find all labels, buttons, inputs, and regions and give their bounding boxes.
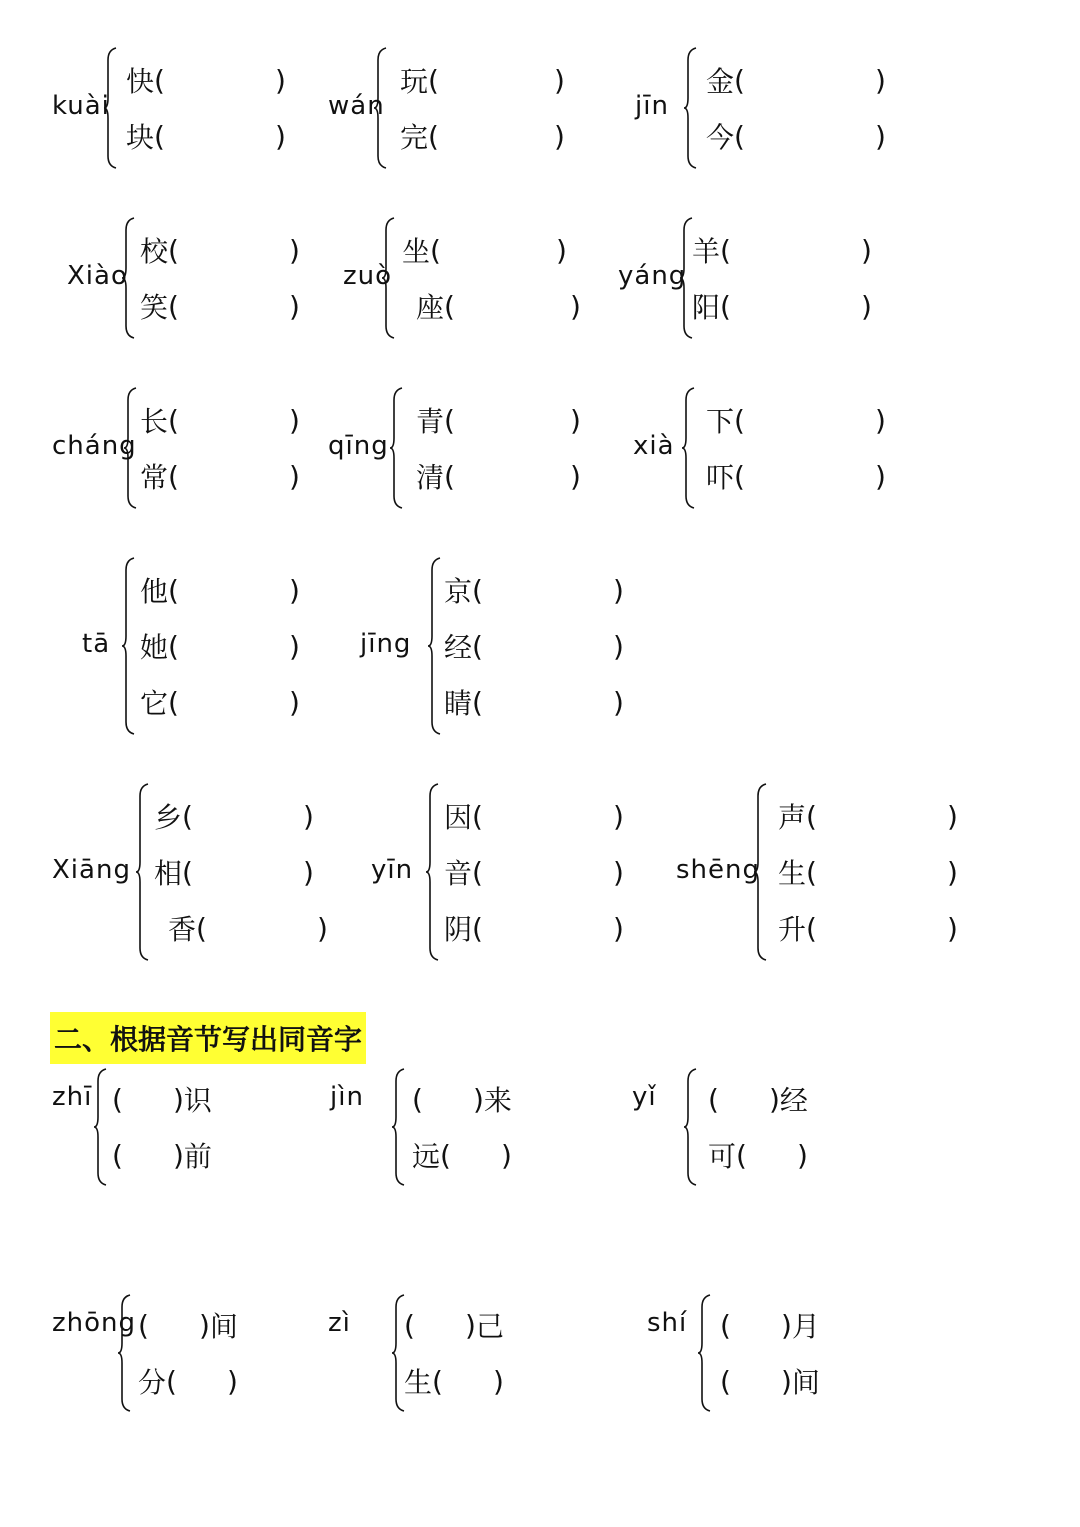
open-paren: ( — [736, 1138, 747, 1172]
character: 羊 — [692, 235, 721, 268]
word-line — [778, 852, 958, 892]
open-paren: ( — [138, 1308, 149, 1342]
open-paren: ( — [806, 799, 817, 833]
pinyin-label: shēng — [676, 855, 761, 885]
close-paren: ) — [302, 799, 314, 833]
close-paren: ) — [612, 629, 624, 663]
close-paren: ) — [172, 1082, 184, 1116]
open-paren: ( — [168, 459, 179, 493]
pinyin-label: wán — [328, 91, 385, 121]
word-line — [778, 796, 958, 836]
character: 升 — [778, 913, 807, 946]
fill-line — [404, 1305, 504, 1345]
character: 睛 — [444, 687, 473, 720]
character: 坐 — [402, 235, 431, 268]
curly-brace-2 — [370, 46, 390, 170]
open-paren: ( — [444, 459, 455, 493]
open-paren: ( — [166, 1364, 177, 1398]
pinyin-label: jīn — [635, 91, 669, 121]
open-paren: ( — [112, 1082, 123, 1116]
word-line — [140, 570, 300, 610]
fill-line — [720, 1361, 820, 1401]
curly-brace-11 — [424, 556, 444, 736]
pinyin-label: cháng — [52, 431, 137, 461]
word-line — [126, 116, 286, 156]
pinyin-label: kuài — [52, 91, 110, 121]
close-paren: ) — [288, 233, 300, 267]
character-after: 间 — [791, 1366, 820, 1399]
close-paren: ) — [946, 911, 958, 945]
character-before: 生 — [404, 1366, 433, 1399]
open-paren: ( — [182, 855, 193, 889]
close-paren: ) — [172, 1138, 184, 1172]
open-paren: ( — [412, 1082, 423, 1116]
word-line — [400, 116, 565, 156]
close-paren: ) — [780, 1308, 792, 1342]
pinyin-label: shí — [647, 1308, 688, 1338]
close-paren: ) — [612, 685, 624, 719]
close-paren: ) — [780, 1364, 792, 1398]
open-paren: ( — [196, 911, 207, 945]
open-paren: ( — [168, 233, 179, 267]
word-line — [416, 400, 581, 440]
word-line — [706, 60, 886, 100]
word-line — [400, 60, 565, 100]
open-paren: ( — [440, 1138, 451, 1172]
pinyin-label: Xiāng — [52, 855, 131, 885]
word-line — [126, 60, 286, 100]
word-line — [444, 796, 624, 836]
pinyin-label: yǐ — [632, 1082, 657, 1112]
open-paren: ( — [168, 685, 179, 719]
close-paren: ) — [472, 1082, 484, 1116]
close-paren: ) — [612, 911, 624, 945]
fill-line — [112, 1079, 212, 1119]
curly-brace-p2-1 — [90, 1067, 110, 1187]
fill-line — [412, 1135, 512, 1175]
fill-line — [404, 1361, 504, 1401]
word-line — [444, 570, 624, 610]
open-paren: ( — [428, 119, 439, 153]
open-paren: ( — [708, 1082, 719, 1116]
open-paren: ( — [472, 573, 483, 607]
close-paren: ) — [198, 1308, 210, 1342]
curly-brace-p2-4 — [114, 1293, 134, 1413]
close-paren: ) — [874, 403, 886, 437]
close-paren: ) — [288, 289, 300, 323]
open-paren: ( — [168, 573, 179, 607]
word-line — [140, 230, 300, 270]
close-paren: ) — [274, 119, 286, 153]
close-paren: ) — [288, 685, 300, 719]
close-paren: ) — [464, 1308, 476, 1342]
word-line — [444, 626, 624, 666]
word-line — [140, 626, 300, 666]
close-paren: ) — [874, 119, 886, 153]
character-after: 月 — [791, 1310, 820, 1343]
curly-brace-4 — [118, 216, 138, 340]
close-paren: ) — [569, 403, 581, 437]
word-line — [778, 908, 958, 948]
word-line — [444, 682, 624, 722]
character-before: 可 — [708, 1140, 737, 1173]
open-paren: ( — [182, 799, 193, 833]
close-paren: ) — [569, 289, 581, 323]
curly-brace-p2-3 — [680, 1067, 700, 1187]
pinyin-label: zuò — [343, 261, 393, 291]
pinyin-label: jīng — [360, 629, 412, 659]
character: 香 — [168, 913, 197, 946]
open-paren: ( — [720, 1308, 731, 1342]
character: 今 — [706, 121, 735, 154]
curly-brace-p2-2 — [388, 1067, 408, 1187]
close-paren: ) — [612, 573, 624, 607]
pinyin-label: zhī — [52, 1082, 93, 1112]
character: 青 — [416, 405, 445, 438]
character: 校 — [140, 235, 169, 268]
open-paren: ( — [472, 685, 483, 719]
character: 座 — [416, 291, 445, 324]
close-paren: ) — [316, 911, 328, 945]
character: 它 — [140, 687, 169, 720]
character: 常 — [140, 461, 169, 494]
character: 生 — [778, 857, 807, 890]
open-paren: ( — [734, 63, 745, 97]
close-paren: ) — [288, 629, 300, 663]
character: 他 — [140, 575, 169, 608]
open-paren: ( — [154, 119, 165, 153]
pinyin-label: zhōng — [52, 1308, 137, 1338]
open-paren: ( — [734, 403, 745, 437]
character-before: 分 — [138, 1366, 167, 1399]
close-paren: ) — [946, 855, 958, 889]
curly-brace-13 — [422, 782, 442, 962]
word-line — [706, 400, 886, 440]
character-before: 远 — [412, 1140, 441, 1173]
word-line — [692, 286, 872, 326]
character: 玩 — [400, 65, 429, 98]
character: 乡 — [154, 801, 183, 834]
curly-brace-3 — [680, 46, 700, 170]
open-paren: ( — [720, 289, 731, 323]
open-paren: ( — [154, 63, 165, 97]
character-after: 来 — [483, 1084, 512, 1117]
word-line — [706, 456, 886, 496]
close-paren: ) — [860, 233, 872, 267]
word-line — [416, 456, 581, 496]
pinyin-label: xià — [633, 431, 675, 461]
close-paren: ) — [288, 573, 300, 607]
fill-line — [112, 1135, 212, 1175]
pinyin-label: yáng — [618, 261, 687, 291]
open-paren: ( — [444, 403, 455, 437]
open-paren: ( — [472, 799, 483, 833]
pinyin-label: qīng — [328, 431, 389, 461]
fill-line — [708, 1079, 808, 1119]
close-paren: ) — [288, 403, 300, 437]
section-2-title: 二、根据音节写出同音字 — [50, 1012, 366, 1064]
fill-line — [720, 1305, 820, 1345]
close-paren: ) — [274, 63, 286, 97]
fill-line — [412, 1079, 512, 1119]
character-after: 经 — [779, 1084, 808, 1117]
character: 下 — [706, 405, 735, 438]
curly-brace-5 — [378, 216, 398, 340]
character: 块 — [126, 121, 155, 154]
character: 长 — [140, 405, 169, 438]
open-paren: ( — [432, 1364, 443, 1398]
open-paren: ( — [806, 855, 817, 889]
word-line — [140, 456, 300, 496]
character: 吓 — [706, 461, 735, 494]
open-paren: ( — [734, 459, 745, 493]
open-paren: ( — [168, 629, 179, 663]
close-paren: ) — [874, 459, 886, 493]
curly-brace-14 — [750, 782, 770, 962]
character: 阳 — [692, 291, 721, 324]
open-paren: ( — [112, 1138, 123, 1172]
open-paren: ( — [472, 911, 483, 945]
word-line — [140, 400, 300, 440]
word-line — [402, 230, 567, 270]
word-line — [706, 116, 886, 156]
close-paren: ) — [555, 233, 567, 267]
open-paren: ( — [472, 855, 483, 889]
curly-brace-1 — [100, 46, 120, 170]
character: 经 — [444, 631, 473, 664]
character: 完 — [400, 121, 429, 154]
character: 京 — [444, 575, 473, 608]
character-after: 识 — [183, 1084, 212, 1117]
pinyin-label: tā — [82, 629, 111, 659]
character: 清 — [416, 461, 445, 494]
fill-line — [138, 1305, 238, 1345]
pinyin-label: zì — [328, 1308, 351, 1338]
fill-line — [708, 1135, 808, 1175]
close-paren: ) — [946, 799, 958, 833]
close-paren: ) — [796, 1138, 808, 1172]
curly-brace-9 — [678, 386, 698, 510]
pinyin-label: jìn — [330, 1082, 364, 1112]
open-paren: ( — [734, 119, 745, 153]
open-paren: ( — [404, 1308, 415, 1342]
open-paren: ( — [720, 1364, 731, 1398]
character-after: 间 — [209, 1310, 238, 1343]
close-paren: ) — [860, 289, 872, 323]
character: 阴 — [444, 913, 473, 946]
open-paren: ( — [168, 289, 179, 323]
open-paren: ( — [428, 63, 439, 97]
close-paren: ) — [553, 63, 565, 97]
open-paren: ( — [168, 403, 179, 437]
close-paren: ) — [302, 855, 314, 889]
close-paren: ) — [492, 1364, 504, 1398]
open-paren: ( — [720, 233, 731, 267]
open-paren: ( — [430, 233, 441, 267]
character: 笑 — [140, 291, 169, 324]
word-line — [692, 230, 872, 270]
curly-brace-12 — [132, 782, 152, 962]
close-paren: ) — [569, 459, 581, 493]
close-paren: ) — [500, 1138, 512, 1172]
character: 相 — [154, 857, 183, 890]
curly-brace-10 — [118, 556, 138, 736]
curly-brace-7 — [120, 386, 140, 510]
word-line — [168, 908, 328, 948]
character: 因 — [444, 801, 473, 834]
pinyin-label: yīn — [371, 855, 414, 885]
character-after: 前 — [183, 1140, 212, 1173]
character: 金 — [706, 65, 735, 98]
close-paren: ) — [612, 855, 624, 889]
character: 音 — [444, 857, 473, 890]
word-line — [416, 286, 581, 326]
close-paren: ) — [553, 119, 565, 153]
word-line — [140, 286, 300, 326]
close-paren: ) — [288, 459, 300, 493]
character-after: 己 — [475, 1310, 504, 1343]
word-line — [140, 682, 300, 722]
close-paren: ) — [612, 799, 624, 833]
curly-brace-8 — [386, 386, 406, 510]
open-paren: ( — [472, 629, 483, 663]
close-paren: ) — [226, 1364, 238, 1398]
open-paren: ( — [444, 289, 455, 323]
character: 快 — [126, 65, 155, 98]
fill-line — [138, 1361, 238, 1401]
close-paren: ) — [768, 1082, 780, 1116]
word-line — [444, 908, 624, 948]
word-line — [154, 852, 314, 892]
word-line — [444, 852, 624, 892]
word-line — [154, 796, 314, 836]
character: 声 — [778, 801, 807, 834]
open-paren: ( — [806, 911, 817, 945]
character: 她 — [140, 631, 169, 664]
curly-brace-p2-6 — [694, 1293, 714, 1413]
pinyin-label: Xiào — [67, 261, 128, 291]
close-paren: ) — [874, 63, 886, 97]
